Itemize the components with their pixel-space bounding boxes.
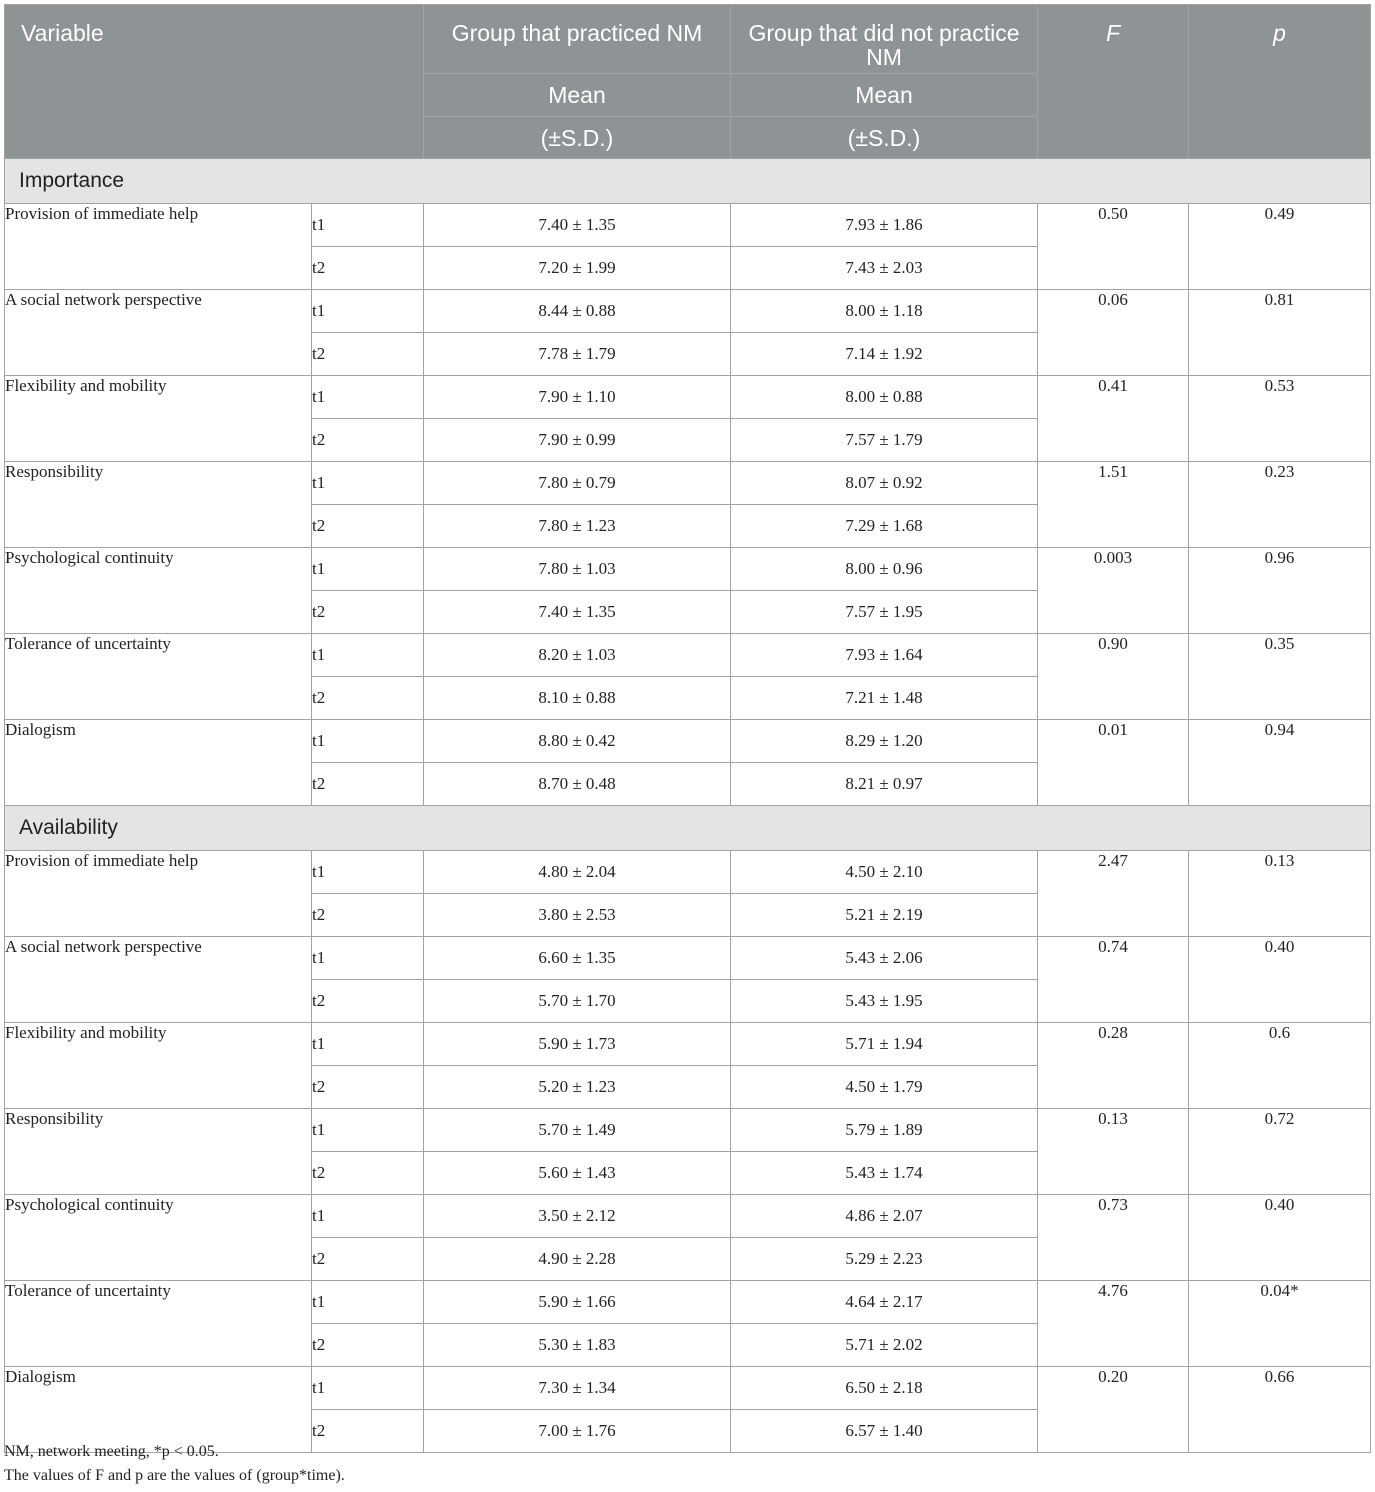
nm-mean-sd: 7.80 ± 0.79: [424, 462, 731, 505]
no-nm-mean-sd: 5.71 ± 1.94: [731, 1023, 1038, 1066]
p-value: 0.53: [1189, 376, 1371, 462]
p-value: 0.72: [1189, 1109, 1371, 1195]
f-value: 1.51: [1038, 462, 1189, 548]
time-point: t2: [312, 1238, 424, 1281]
f-value: 0.74: [1038, 937, 1189, 1023]
no-nm-mean-sd: 8.00 ± 1.18: [731, 290, 1038, 333]
no-nm-mean-sd: 8.21 ± 0.97: [731, 763, 1038, 806]
time-point: t1: [312, 1109, 424, 1152]
nm-mean-sd: 7.40 ± 1.35: [424, 591, 731, 634]
table-row: [5, 290, 1371, 333]
no-nm-mean-sd: 7.57 ± 1.79: [731, 419, 1038, 462]
f-value: 0.41: [1038, 376, 1189, 462]
nm-mean-sd: 5.90 ± 1.66: [424, 1281, 731, 1324]
table-row: [5, 462, 1371, 505]
no-nm-mean-sd: 5.43 ± 1.74: [731, 1152, 1038, 1195]
time-point: t2: [312, 1152, 424, 1195]
variable-name: A social network perspective: [5, 937, 312, 1023]
no-nm-mean-sd: 8.00 ± 0.88: [731, 376, 1038, 419]
footnote-abbreviation: NM, network meeting, *p < 0.05.: [4, 1443, 219, 1460]
nm-mean-sd: 7.40 ± 1.35: [424, 204, 731, 247]
header-group-no-nm: Group that did not practice NM: [731, 5, 1038, 74]
f-value: 0.28: [1038, 1023, 1189, 1109]
header-sd-nm: (±S.D.): [424, 117, 731, 159]
nm-mean-sd: 3.80 ± 2.53: [424, 894, 731, 937]
no-nm-mean-sd: 8.29 ± 1.20: [731, 720, 1038, 763]
nm-mean-sd: 7.90 ± 1.10: [424, 376, 731, 419]
no-nm-mean-sd: 6.57 ± 1.40: [731, 1410, 1038, 1453]
p-value: 0.94: [1189, 720, 1371, 806]
nm-mean-sd: 6.60 ± 1.35: [424, 937, 731, 980]
time-point: t1: [312, 204, 424, 247]
section-title: Importance: [5, 159, 1371, 204]
section-title: Availability: [5, 806, 1371, 851]
table-row: [5, 1023, 1371, 1066]
time-point: t1: [312, 548, 424, 591]
p-value: 0.40: [1189, 937, 1371, 1023]
f-value: 0.06: [1038, 290, 1189, 376]
nm-mean-sd: 5.20 ± 1.23: [424, 1066, 731, 1109]
header-group-nm: Group that practiced NM: [424, 5, 731, 74]
time-point: t2: [312, 1324, 424, 1367]
no-nm-mean-sd: 5.29 ± 2.23: [731, 1238, 1038, 1281]
nm-mean-sd: 7.78 ± 1.79: [424, 333, 731, 376]
nm-mean-sd: 4.80 ± 2.04: [424, 851, 731, 894]
f-value: 4.76: [1038, 1281, 1189, 1367]
p-value: 0.40: [1189, 1195, 1371, 1281]
results-table: [4, 4, 1371, 1453]
time-point: t1: [312, 720, 424, 763]
f-value: 0.90: [1038, 634, 1189, 720]
no-nm-mean-sd: 5.79 ± 1.89: [731, 1109, 1038, 1152]
time-point: t1: [312, 634, 424, 677]
table-row: [5, 1109, 1371, 1152]
no-nm-mean-sd: 4.86 ± 2.07: [731, 1195, 1038, 1238]
p-value: 0.96: [1189, 548, 1371, 634]
header-variable: Variable: [5, 5, 424, 159]
no-nm-mean-sd: 7.14 ± 1.92: [731, 333, 1038, 376]
f-value: 2.47: [1038, 851, 1189, 937]
nm-mean-sd: 5.60 ± 1.43: [424, 1152, 731, 1195]
section-row: [5, 159, 1371, 204]
p-value: 0.81: [1189, 290, 1371, 376]
no-nm-mean-sd: 4.50 ± 1.79: [731, 1066, 1038, 1109]
nm-mean-sd: 8.20 ± 1.03: [424, 634, 731, 677]
p-value: 0.35: [1189, 634, 1371, 720]
time-point: t2: [312, 419, 424, 462]
variable-name: Responsibility: [5, 1109, 312, 1195]
nm-mean-sd: 5.70 ± 1.49: [424, 1109, 731, 1152]
variable-name: Flexibility and mobility: [5, 1023, 312, 1109]
f-value: 0.50: [1038, 204, 1189, 290]
nm-mean-sd: 7.20 ± 1.99: [424, 247, 731, 290]
no-nm-mean-sd: 4.64 ± 2.17: [731, 1281, 1038, 1324]
f-value: 0.003: [1038, 548, 1189, 634]
no-nm-mean-sd: 7.43 ± 2.03: [731, 247, 1038, 290]
no-nm-mean-sd: 7.29 ± 1.68: [731, 505, 1038, 548]
nm-mean-sd: 7.80 ± 1.23: [424, 505, 731, 548]
time-point: t1: [312, 1281, 424, 1324]
nm-mean-sd: 8.70 ± 0.48: [424, 763, 731, 806]
time-point: t1: [312, 462, 424, 505]
time-point: t2: [312, 247, 424, 290]
table-row: [5, 1367, 1371, 1410]
table-row: [5, 937, 1371, 980]
table-row: [5, 720, 1371, 763]
section-row: [5, 806, 1371, 851]
time-point: t2: [312, 1066, 424, 1109]
no-nm-mean-sd: 7.57 ± 1.95: [731, 591, 1038, 634]
variable-name: A social network perspective: [5, 290, 312, 376]
table-row: [5, 634, 1371, 677]
no-nm-mean-sd: 5.43 ± 1.95: [731, 980, 1038, 1023]
table-row: [5, 376, 1371, 419]
time-point: t2: [312, 894, 424, 937]
time-point: t1: [312, 290, 424, 333]
no-nm-mean-sd: 7.93 ± 1.86: [731, 204, 1038, 247]
variable-name: Flexibility and mobility: [5, 376, 312, 462]
nm-mean-sd: 8.10 ± 0.88: [424, 677, 731, 720]
f-value: 0.01: [1038, 720, 1189, 806]
nm-mean-sd: 3.50 ± 2.12: [424, 1195, 731, 1238]
no-nm-mean-sd: 4.50 ± 2.10: [731, 851, 1038, 894]
variable-name: Responsibility: [5, 462, 312, 548]
p-value: 0.04*: [1189, 1281, 1371, 1367]
variable-name: Dialogism: [5, 720, 312, 806]
header-mean-no-nm: Mean: [731, 74, 1038, 117]
nm-mean-sd: 5.70 ± 1.70: [424, 980, 731, 1023]
no-nm-mean-sd: 5.43 ± 2.06: [731, 937, 1038, 980]
nm-mean-sd: 7.00 ± 1.76: [424, 1410, 731, 1453]
no-nm-mean-sd: 8.07 ± 0.92: [731, 462, 1038, 505]
nm-mean-sd: 7.90 ± 0.99: [424, 419, 731, 462]
no-nm-mean-sd: 7.93 ± 1.64: [731, 634, 1038, 677]
variable-name: Provision of immediate help: [5, 204, 312, 290]
time-point: t2: [312, 763, 424, 806]
variable-name: Psychological continuity: [5, 548, 312, 634]
time-point: t1: [312, 1023, 424, 1066]
no-nm-mean-sd: 6.50 ± 2.18: [731, 1367, 1038, 1410]
nm-mean-sd: 8.80 ± 0.42: [424, 720, 731, 763]
table-body: [5, 159, 1371, 1453]
time-point: t2: [312, 677, 424, 720]
table-header: [5, 5, 1371, 159]
variable-name: Tolerance of uncertainty: [5, 1281, 312, 1367]
time-point: t1: [312, 376, 424, 419]
time-point: t1: [312, 1195, 424, 1238]
time-point: t2: [312, 505, 424, 548]
variable-name: Provision of immediate help: [5, 851, 312, 937]
f-value: 0.73: [1038, 1195, 1189, 1281]
table-row: [5, 1195, 1371, 1238]
header-p: p: [1189, 5, 1371, 159]
nm-mean-sd: 4.90 ± 2.28: [424, 1238, 731, 1281]
variable-name: Psychological continuity: [5, 1195, 312, 1281]
time-point: t1: [312, 851, 424, 894]
no-nm-mean-sd: 5.21 ± 2.19: [731, 894, 1038, 937]
p-value: 0.66: [1189, 1367, 1371, 1453]
p-value: 0.23: [1189, 462, 1371, 548]
nm-mean-sd: 8.44 ± 0.88: [424, 290, 731, 333]
time-point: t1: [312, 1367, 424, 1410]
table-row: [5, 851, 1371, 894]
time-point: t2: [312, 1410, 424, 1453]
no-nm-mean-sd: 7.21 ± 1.48: [731, 677, 1038, 720]
variable-name: Dialogism: [5, 1367, 312, 1453]
nm-mean-sd: 7.30 ± 1.34: [424, 1367, 731, 1410]
table-row: [5, 548, 1371, 591]
time-point: t1: [312, 937, 424, 980]
header-sd-no-nm: (±S.D.): [731, 117, 1038, 159]
p-value: 0.6: [1189, 1023, 1371, 1109]
p-value: 0.13: [1189, 851, 1371, 937]
time-point: t2: [312, 333, 424, 376]
footnote-fp-values: The values of F and p are the values of (group*time).: [4, 1467, 345, 1484]
header-mean-nm: Mean: [424, 74, 731, 117]
header-f: F: [1038, 5, 1189, 159]
nm-mean-sd: 7.80 ± 1.03: [424, 548, 731, 591]
time-point: t2: [312, 591, 424, 634]
table-row: [5, 1281, 1371, 1324]
nm-mean-sd: 5.90 ± 1.73: [424, 1023, 731, 1066]
time-point: t2: [312, 980, 424, 1023]
variable-name: Tolerance of uncertainty: [5, 634, 312, 720]
no-nm-mean-sd: 5.71 ± 2.02: [731, 1324, 1038, 1367]
p-value: 0.49: [1189, 204, 1371, 290]
f-value: 0.20: [1038, 1367, 1189, 1453]
table-footnotes: [4, 1440, 345, 1488]
no-nm-mean-sd: 8.00 ± 0.96: [731, 548, 1038, 591]
table-row: [5, 204, 1371, 247]
f-value: 0.13: [1038, 1109, 1189, 1195]
nm-mean-sd: 5.30 ± 1.83: [424, 1324, 731, 1367]
